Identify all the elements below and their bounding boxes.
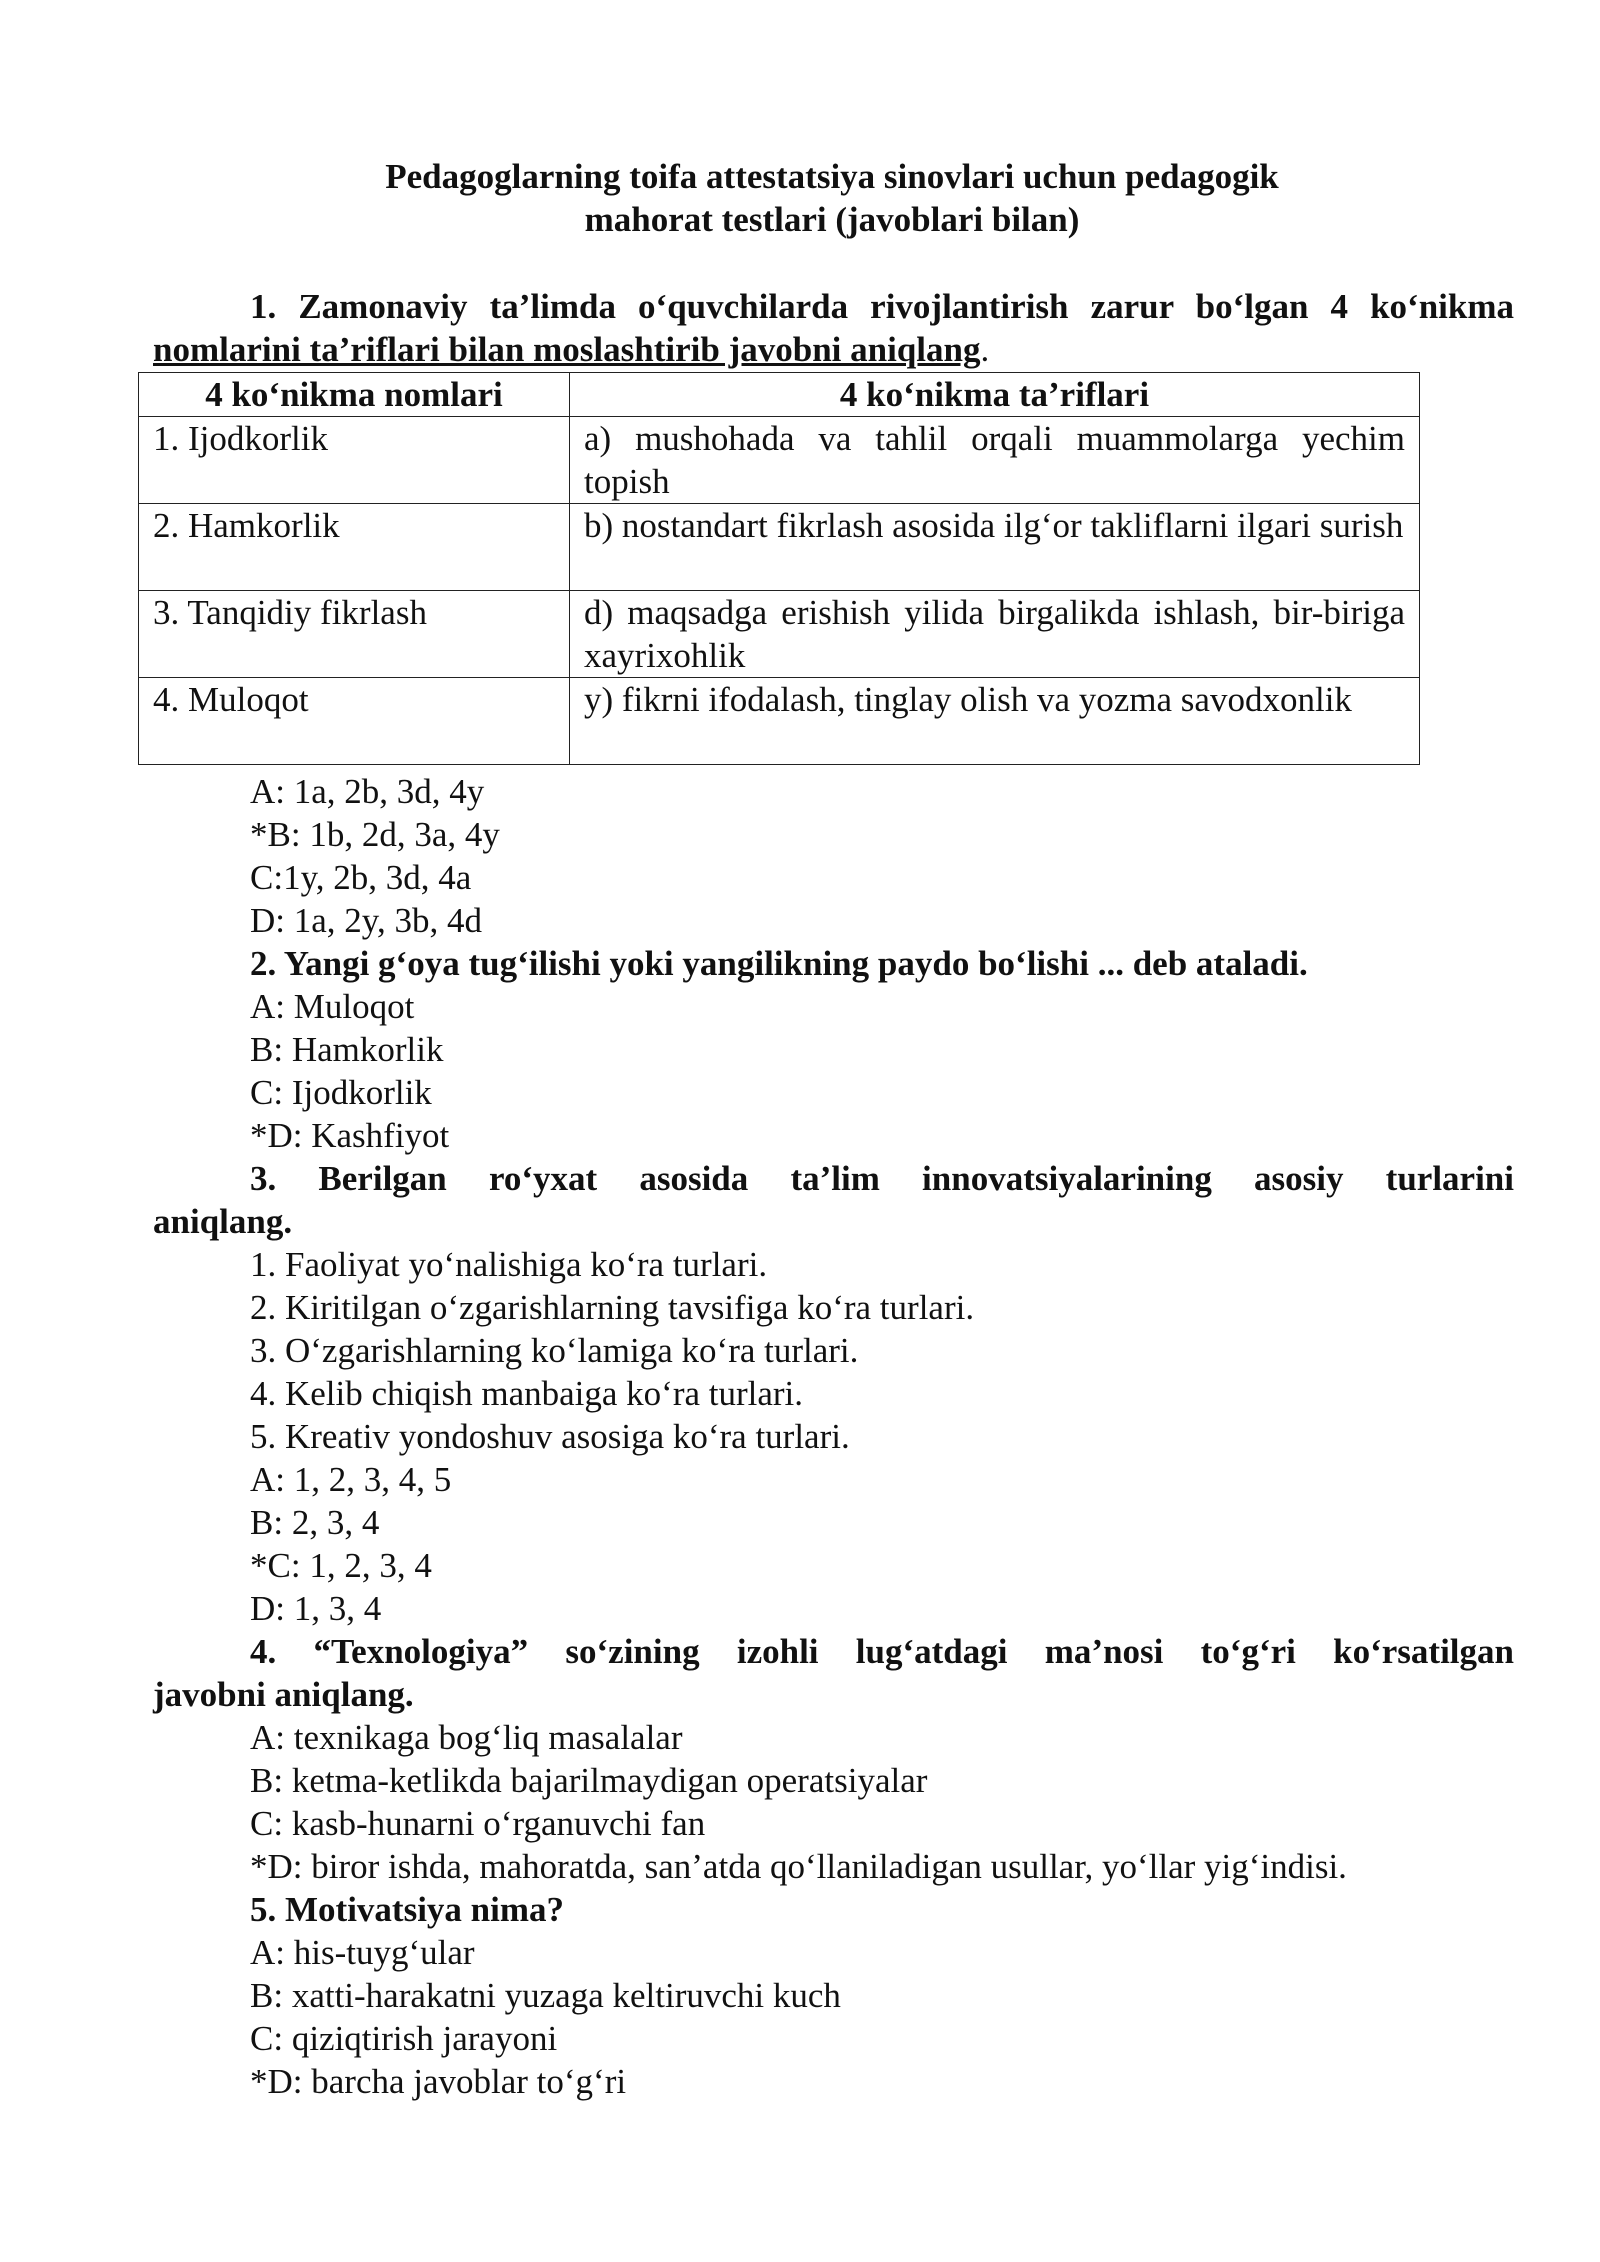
skill-definition: a) mushohada va tahlil orqali muammolarga yechim topish [570,417,1420,504]
table-row [139,504,1420,591]
answer-option: D: 1a, 2y, 3b, 4d [250,901,483,940]
table-header-row [139,373,1420,417]
answer-option: B: ketma-ketlikda bajarilmaydigan operatsiyalar [250,1761,928,1800]
answer-option-correct: *C: 1, 2, 3, 4 [250,1546,432,1585]
skill-definition: d) maqsadga erishish yilida birgalikda ishlash, bir-biriga xayrixohlik [570,591,1420,678]
skill-name: 1. Ijodkorlik [139,417,570,504]
question-3-line-1: 3. Berilgan ro‘yxat asosida ta’lim innovatsiyalarining asosiy turlarini [250,1159,1514,1198]
question-1-line-2-text: nomlarini ta’riflari bilan moslashtirib javobni aniqlang [153,330,981,369]
answer-option: B: Hamkorlik [250,1030,444,1069]
answer-option: C:1y, 2b, 3d, 4a [250,858,472,897]
question-1 [153,285,1514,371]
list-item: 3. O‘zgarishlarning ko‘lamiga ko‘ra turlari. [250,1331,859,1370]
question-4-line-1: 4. “Texnologiya” so‘zining izohli lug‘atdagi ma’nosi to‘g‘ri ko‘rsatilgan [250,1632,1514,1671]
document-title-line-1: Pedagoglarning toifa attestatsiya sinovlari uchun pedagogik [385,157,1279,196]
question-4-line-2: javobni aniqlang. [153,1675,414,1714]
answer-option: C: Ijodkorlik [250,1073,432,1112]
list-item: 2. Kiritilgan o‘zgarishlarning tavsifiga ko‘ra turlari. [250,1288,975,1327]
skill-definition: y) fikrni ifodalash, tinglay olish va yozma savodxonlik [570,678,1420,765]
document-title-line-2: mahorat testlari (javoblari bilan) [584,200,1080,239]
answer-option: A: 1, 2, 3, 4, 5 [250,1460,452,1499]
question-3-line-2: aniqlang. [153,1202,293,1241]
skills-table [138,372,1420,765]
answer-option: A: texnikaga bog‘liq masalalar [250,1718,683,1757]
skill-definition: b) nostandart fikrlash asosida ilg‘or takliflarni ilgari surish [570,504,1420,591]
list-item: 5. Kreativ yondoshuv asosiga ko‘ra turlari. [250,1417,850,1456]
table-row [139,591,1420,678]
answer-option: A: his-tuyg‘ular [250,1933,475,1972]
skill-name: 4. Muloqot [139,678,570,765]
table-row [139,678,1420,765]
table-row [139,417,1420,504]
answer-option: C: kasb-hunarni o‘rganuvchi fan [250,1804,706,1843]
list-item: 1. Faoliyat yo‘nalishiga ko‘ra turlari. [250,1245,768,1284]
answer-option: B: xatti-harakatni yuzaga keltiruvchi kuch [250,1976,841,2015]
answer-option-correct: *B: 1b, 2d, 3a, 4y [250,815,500,854]
answer-option-correct: *D: biror ishda, mahoratda, san’atda qo‘llaniladigan usullar, yo‘llar yig‘indisi. [250,1847,1347,1886]
answer-option: B: 2, 3, 4 [250,1503,380,1542]
answer-option-correct: *D: Kashfiyot [250,1116,450,1155]
skill-name: 2. Hamkorlik [139,504,570,591]
answer-option: C: qiziqtirish jarayoni [250,2019,558,2058]
question-2: 2. Yangi g‘oya tug‘ilishi yoki yangilikning paydo bo‘lishi ... deb ataladi. [250,944,1308,983]
table-header-names: 4 ko‘nikma nomlari [139,373,570,417]
question-1-line-1: 1. Zamonaviy ta’limda o‘quvchilarda rivojlantirish zarur bo‘lgan 4 ko‘nikma [250,287,1514,326]
list-item: 4. Kelib chiqish manbaiga ko‘ra turlari. [250,1374,804,1413]
answer-option: A: 1a, 2b, 3d, 4y [250,772,485,811]
answer-option-correct: *D: barcha javoblar to‘g‘ri [250,2062,627,2101]
question-4 [153,1630,1514,1716]
skill-name: 3. Tanqidiy fikrlash [139,591,570,678]
question-1-line-2 [153,328,1514,371]
answer-option: A: Muloqot [250,987,415,1026]
question-1-period: . [980,330,990,369]
question-3 [153,1157,1514,1243]
question-5: 5. Motivatsiya nima? [250,1890,565,1929]
table-header-definitions: 4 ko‘nikma ta’riflari [570,373,1420,417]
answer-option: D: 1, 3, 4 [250,1589,382,1628]
